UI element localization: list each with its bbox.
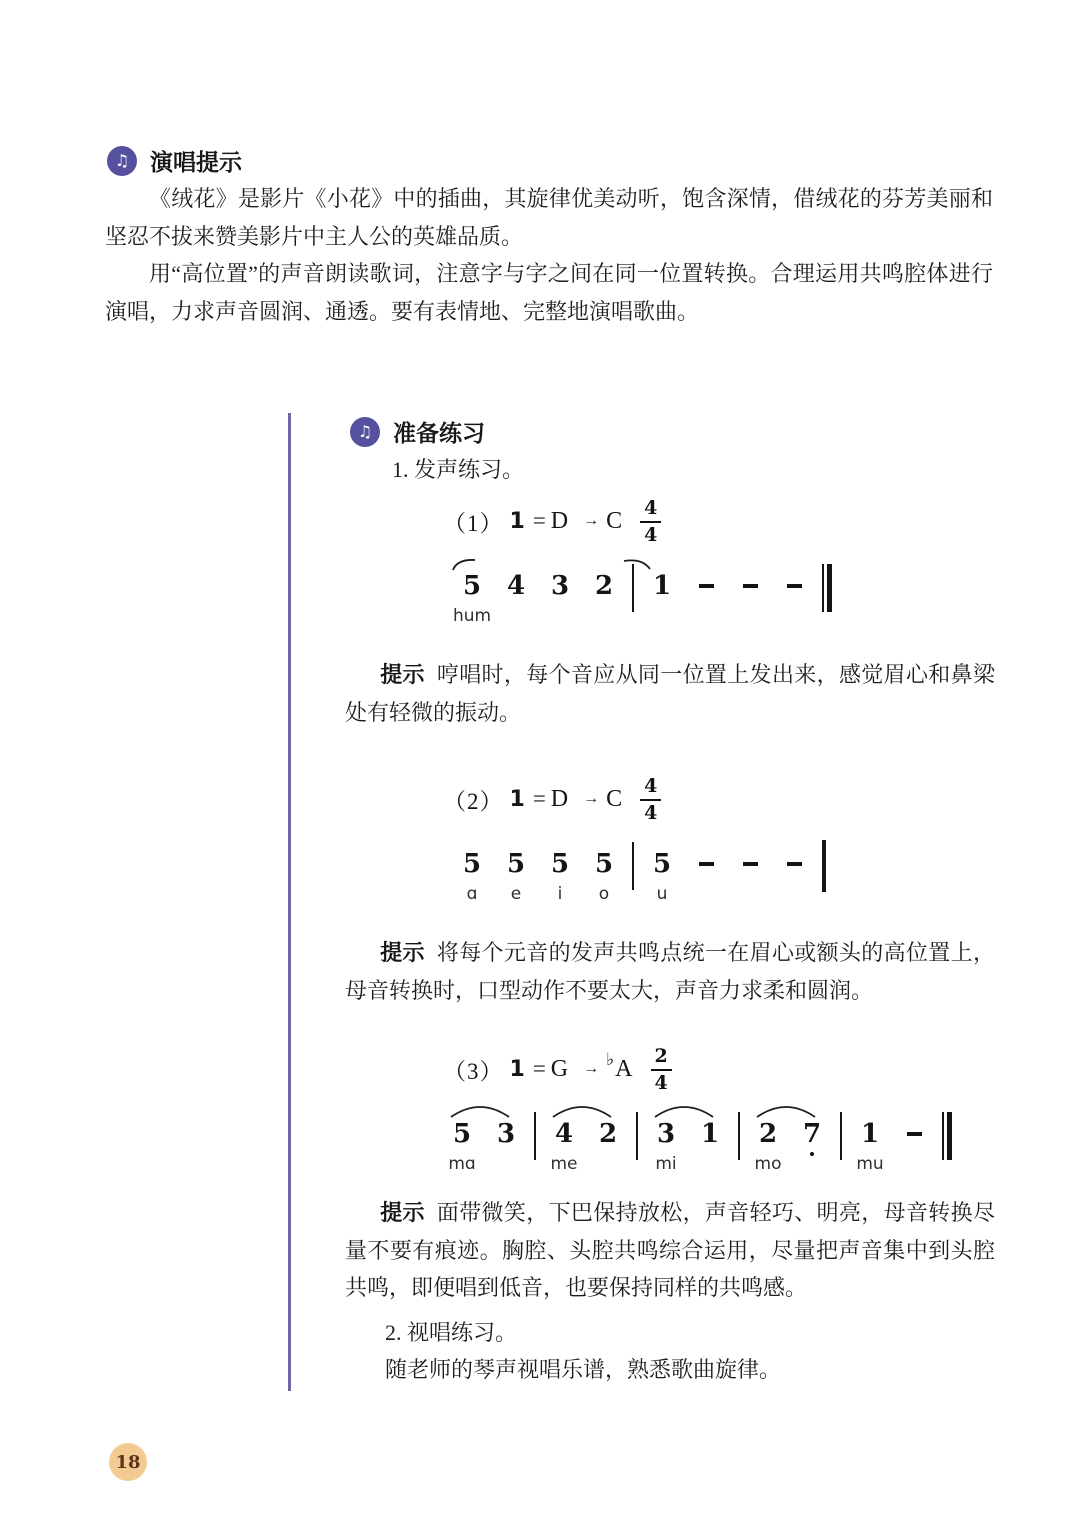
meter-bottom: 4 xyxy=(654,1071,668,1094)
note xyxy=(644,1118,688,1174)
dash-note xyxy=(684,570,728,602)
dash-glyph xyxy=(743,584,758,588)
tip-paragraph xyxy=(345,656,995,731)
equals-sign: = xyxy=(532,508,546,533)
key-signature-line xyxy=(443,774,997,824)
measure xyxy=(450,848,626,904)
barline xyxy=(632,842,634,890)
measure xyxy=(542,1118,630,1174)
note-numeral: 2 xyxy=(758,1119,778,1149)
exercise-number: （1） xyxy=(443,510,504,536)
time-signature xyxy=(640,776,661,823)
tip-label: 提示 xyxy=(380,662,425,687)
note-numeral: 5 xyxy=(652,849,672,879)
note xyxy=(542,1118,586,1174)
note-numeral: 2 xyxy=(594,571,614,601)
dash-note xyxy=(728,570,772,602)
note xyxy=(494,848,538,904)
singing-tips-header xyxy=(107,144,242,177)
key-signature-line xyxy=(443,1044,997,1094)
tonic-numeral: 1 xyxy=(509,508,525,534)
note xyxy=(688,1118,732,1174)
note xyxy=(538,570,582,626)
final-barline-thick xyxy=(947,1112,952,1160)
slur-icon xyxy=(622,557,652,571)
time-signature xyxy=(651,1046,672,1093)
note xyxy=(440,1118,484,1174)
slur-icon xyxy=(550,1102,614,1118)
dash-note xyxy=(772,570,816,602)
measure xyxy=(848,1118,936,1174)
measure xyxy=(644,1118,732,1174)
time-signature xyxy=(640,498,661,545)
equals-sign: = xyxy=(532,1056,546,1081)
dash-glyph xyxy=(743,862,758,866)
note-numeral: 4 xyxy=(554,1119,574,1149)
tonic-numeral: 1 xyxy=(509,786,525,812)
notation-staff xyxy=(450,830,997,904)
list-item-vocal-practice: 1. 发声练习。 xyxy=(392,457,525,482)
lyric: o xyxy=(598,884,610,904)
note xyxy=(484,1118,528,1174)
note xyxy=(746,1118,790,1174)
modulation-arrow-icon: → xyxy=(583,790,600,807)
barline xyxy=(534,1112,536,1160)
key-to: A xyxy=(615,1055,633,1082)
note-numeral: 1 xyxy=(652,571,672,601)
page-number-badge: 18 xyxy=(109,1443,147,1481)
lyric: me xyxy=(550,1154,578,1174)
tip-label: 提示 xyxy=(380,1200,425,1225)
exercise-number: （2） xyxy=(443,788,504,814)
sight-singing-instruction: 随老师的琴声视唱乐谱，熟悉歌曲旋律。 xyxy=(385,1357,782,1382)
note-numeral: 5 xyxy=(594,849,614,879)
singing-tips-paragraphs xyxy=(105,180,993,330)
modulation-arrow-icon: → xyxy=(583,512,600,529)
vocal-exercise-3 xyxy=(345,1044,997,1307)
lyric: mi xyxy=(655,1154,677,1174)
note xyxy=(640,570,684,602)
note-numeral: 5 xyxy=(462,849,482,879)
equals-sign: = xyxy=(532,786,546,811)
slur-icon xyxy=(451,557,477,571)
final-barline-thin xyxy=(942,1112,944,1160)
tip-text: 面带微笑，下巴保持放松，声音轻巧、明亮，母音转换尽量不要有痕迹。胸腔、头腔共鸣综合运用，尽量把声音集中到头腔共鸣，即便唱到低音，也要保持同样的共鸣感。 xyxy=(345,1200,995,1300)
lyric: i xyxy=(557,884,563,904)
music-note-icon: ♫ xyxy=(107,146,137,176)
dash-glyph xyxy=(699,584,714,588)
lyric: mo xyxy=(754,1154,782,1174)
tip-paragraph xyxy=(345,934,995,1009)
measure xyxy=(440,1118,528,1174)
low-octave-dot xyxy=(810,1152,814,1156)
section-divider-rule xyxy=(288,413,291,1391)
final-barline-thin xyxy=(822,564,824,612)
tip-text: 将每个元音的发声共鸣点统一在眉心或额头的高位置上，母音转换时，口型动作不要太大，声音力求柔和圆润。 xyxy=(345,940,995,1003)
paragraph: 用“高位置”的声音朗读歌词，注意字与字之间在同一位置转换。合理运用共鸣腔体进行演唱，力求声音圆润、通透。要有表情地、完整地演唱歌曲。 xyxy=(105,261,993,324)
note-numeral: 5 xyxy=(462,571,482,601)
note-numeral: 4 xyxy=(506,571,526,601)
note-numeral: 3 xyxy=(656,1119,676,1149)
note-numeral: 1 xyxy=(860,1119,880,1149)
key-to: C xyxy=(606,785,623,812)
note-numeral: 3 xyxy=(496,1119,516,1149)
slur-icon xyxy=(754,1102,818,1118)
key-to: C xyxy=(606,507,623,534)
lyric: mɑ xyxy=(448,1154,476,1174)
note xyxy=(582,848,626,904)
note-numeral: 7 xyxy=(802,1119,822,1149)
key-from: D xyxy=(550,785,569,812)
final-barline xyxy=(942,1112,952,1160)
slur-icon xyxy=(652,1102,716,1118)
meter-bottom: 4 xyxy=(644,523,658,546)
note-numeral: 3 xyxy=(550,571,570,601)
prep-exercises-header xyxy=(350,415,485,448)
lyric: hum xyxy=(452,606,492,626)
note xyxy=(586,1118,630,1174)
measure xyxy=(450,570,626,626)
note xyxy=(538,848,582,904)
dash-glyph xyxy=(699,862,714,866)
key-signature-line xyxy=(443,496,997,546)
tonic-numeral: 1 xyxy=(509,1056,525,1082)
meter-top: 4 xyxy=(640,498,661,523)
measure xyxy=(746,1118,834,1174)
barline xyxy=(632,564,634,612)
final-barline-thick xyxy=(827,564,832,612)
lyric: mu xyxy=(856,1154,884,1174)
lyric: ɑ xyxy=(466,884,478,904)
barline xyxy=(738,1112,740,1160)
note-numeral: 5 xyxy=(550,849,570,879)
meter-top: 4 xyxy=(640,776,661,801)
key-from: D xyxy=(550,507,569,534)
exercise-number: （3） xyxy=(443,1058,504,1084)
paragraph: 《绒花》是影片《小花》中的插曲，其旋律优美动听，饱含深情，借绒花的芬芳美丽和坚忍不拔来赞美影片中主人公的英雄品质。 xyxy=(105,186,993,249)
note xyxy=(848,1118,892,1174)
barline xyxy=(636,1112,638,1160)
sight-singing-block xyxy=(385,1314,781,1388)
note xyxy=(640,848,684,904)
dash-note xyxy=(728,848,772,904)
dash-note xyxy=(772,848,816,904)
note-numeral: 5 xyxy=(452,1119,472,1149)
meter-top: 2 xyxy=(651,1046,672,1071)
dash-note xyxy=(684,848,728,904)
note xyxy=(582,570,626,626)
dash-glyph xyxy=(787,584,802,588)
modulation-arrow-icon: → xyxy=(583,1060,600,1077)
dash-glyph xyxy=(907,1132,922,1136)
note xyxy=(790,1118,834,1174)
note xyxy=(450,570,494,626)
dash-glyph xyxy=(787,862,802,866)
note xyxy=(494,570,538,626)
tip-text: 哼唱时，每个音应从同一位置上发出来，感觉眉心和鼻梁处有轻微的振动。 xyxy=(345,662,995,725)
barline xyxy=(840,1112,842,1160)
prep-exercises-title: 准备练习 xyxy=(393,420,485,446)
slur-icon xyxy=(448,1102,512,1118)
list-item-sight-singing: 2. 视唱练习。 xyxy=(385,1320,518,1345)
note-numeral: 1 xyxy=(700,1119,720,1149)
music-note-icon: ♫ xyxy=(350,417,380,447)
vocal-exercise-2 xyxy=(345,774,997,1009)
tip-label: 提示 xyxy=(380,940,425,965)
lyric: u xyxy=(656,884,668,904)
vocal-exercise-1 xyxy=(345,496,997,731)
notation-staff xyxy=(440,1100,997,1174)
singing-tips-title: 演唱提示 xyxy=(150,149,242,175)
measure xyxy=(640,570,816,602)
meter-bottom: 4 xyxy=(644,801,658,824)
note xyxy=(450,848,494,904)
dash-note xyxy=(892,1118,936,1174)
note-numeral: 5 xyxy=(506,849,526,879)
notation-staff xyxy=(450,552,997,626)
key-from: G xyxy=(550,1055,569,1082)
measure xyxy=(640,848,816,904)
note-numeral: 2 xyxy=(598,1119,618,1149)
tip-paragraph xyxy=(345,1194,995,1307)
end-barline xyxy=(822,840,826,892)
final-barline xyxy=(822,564,832,612)
flat-icon: ♭ xyxy=(606,1050,615,1069)
lyric: e xyxy=(510,884,522,904)
